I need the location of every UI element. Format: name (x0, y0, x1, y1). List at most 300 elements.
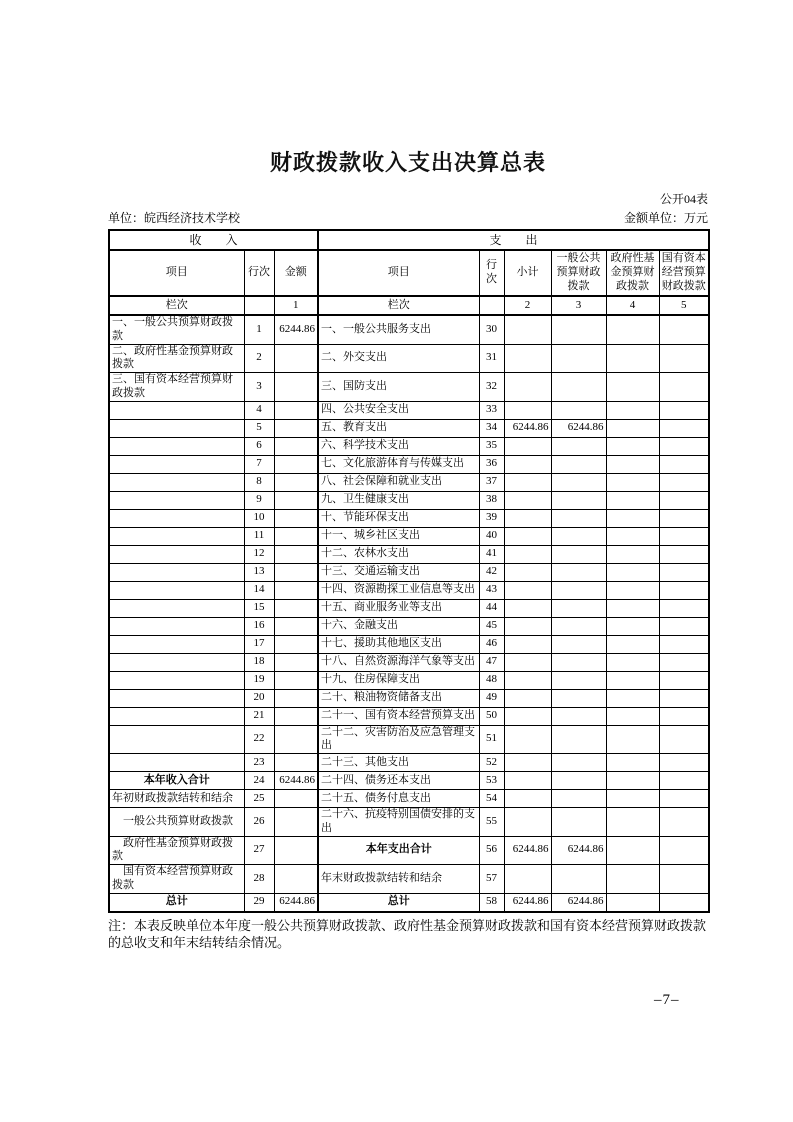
column-header-row (109, 250, 709, 296)
expense-item-cell: 十七、援助其他地区支出 (318, 635, 479, 653)
income-amount-cell (274, 671, 318, 689)
table-row (109, 419, 709, 437)
income-line-cell: 14 (244, 581, 274, 599)
income-line-cell: 7 (244, 455, 274, 473)
income-amount-cell (274, 790, 318, 808)
expense-col-num-2: 2 (504, 296, 551, 315)
expense-gov-fund-cell (606, 315, 659, 344)
expense-subtotal-cell: 6244.86 (504, 836, 551, 865)
income-item-cell (109, 401, 244, 419)
income-item-cell (109, 437, 244, 455)
income-line-cell: 11 (244, 527, 274, 545)
expense-general-budget-cell (551, 725, 606, 754)
expense-gov-fund-cell (606, 599, 659, 617)
expense-state-capital-cell (659, 509, 709, 527)
expense-subtotal-cell (504, 617, 551, 635)
expense-line-cell: 34 (479, 419, 504, 437)
expense-line-cell: 42 (479, 563, 504, 581)
income-line-cell: 6 (244, 437, 274, 455)
income-item-header: 项目 (109, 250, 244, 296)
expense-general-budget-cell (551, 865, 606, 894)
expense-gov-fund-cell (606, 545, 659, 563)
expense-state-capital-cell (659, 581, 709, 599)
table-row (109, 725, 709, 754)
expense-line-cell: 41 (479, 545, 504, 563)
expense-gov-fund-cell (606, 865, 659, 894)
expense-gov-fund-cell (606, 772, 659, 790)
income-line-cell: 18 (244, 653, 274, 671)
income-amount-cell (274, 527, 318, 545)
income-line-cell: 13 (244, 563, 274, 581)
expense-gov-fund-cell (606, 473, 659, 491)
expense-col-num-3: 3 (551, 296, 606, 315)
expense-item-cell: 十四、资源勘探工业信息等支出 (318, 581, 479, 599)
income-line-cell: 24 (244, 772, 274, 790)
expense-general-budget-cell (551, 635, 606, 653)
expense-state-capital-cell (659, 808, 709, 837)
expense-gov-fund-cell (606, 373, 659, 402)
expense-line-cell: 51 (479, 725, 504, 754)
table-row (109, 653, 709, 671)
income-item-cell: 本年收入合计 (109, 772, 244, 790)
expense-subtotal-header: 小计 (504, 250, 551, 296)
expense-gov-fund-cell (606, 581, 659, 599)
expense-gov-fund-cell (606, 437, 659, 455)
income-item-cell (109, 653, 244, 671)
expense-general-budget-cell (551, 772, 606, 790)
income-item-cell (109, 455, 244, 473)
income-line-cell: 2 (244, 344, 274, 373)
income-line-cell: 22 (244, 725, 274, 754)
table-row (109, 772, 709, 790)
expense-item-cell: 二十二、灾害防治及应急管理支出 (318, 725, 479, 754)
expense-general-budget-cell: 6244.86 (551, 893, 606, 912)
expense-gov-fund-cell (606, 893, 659, 912)
table-row (109, 437, 709, 455)
income-amount-cell: 6244.86 (274, 893, 318, 912)
expense-subtotal-cell (504, 373, 551, 402)
income-line-cell: 4 (244, 401, 274, 419)
table-row (109, 893, 709, 912)
table-row (109, 808, 709, 837)
footnote: 注：本表反映单位本年度一般公共预算财政拨款、政府性基金预算财政拨款和国有资本经营预算财政拨款的总收支和年末结转结余情况。 (108, 917, 707, 951)
expense-state-capital-cell (659, 373, 709, 402)
expense-general-budget-cell (551, 437, 606, 455)
expense-state-capital-cell (659, 671, 709, 689)
expense-line-cell: 54 (479, 790, 504, 808)
expense-state-capital-cell (659, 772, 709, 790)
expense-item-cell: 一、一般公共服务支出 (318, 315, 479, 344)
income-item-cell (109, 509, 244, 527)
table-row (109, 545, 709, 563)
expense-item-cell: 十一、城乡社区支出 (318, 527, 479, 545)
table-row (109, 473, 709, 491)
expense-general-budget-cell (551, 617, 606, 635)
table-row (109, 527, 709, 545)
expense-line-cell: 48 (479, 671, 504, 689)
income-lanci-line (244, 296, 274, 315)
amount-unit-label: 金额单位：万元 (623, 211, 708, 225)
income-line-cell: 12 (244, 545, 274, 563)
income-item-cell (109, 563, 244, 581)
income-amount-cell (274, 725, 318, 754)
income-item-cell: 一、一般公共预算财政拨款 (109, 315, 244, 344)
expense-subtotal-cell (504, 725, 551, 754)
expense-general-budget-cell (551, 754, 606, 772)
expense-line-cell: 44 (479, 599, 504, 617)
income-amount-cell (274, 689, 318, 707)
expense-item-cell: 二十一、国有资本经营预算支出 (318, 707, 479, 725)
income-item-cell: 国有资本经营预算财政拨款 (109, 865, 244, 894)
expense-line-cell: 38 (479, 491, 504, 509)
expense-state-capital-cell (659, 635, 709, 653)
income-item-cell (109, 725, 244, 754)
expense-gov-fund-cell (606, 689, 659, 707)
expense-item-cell: 本年支出合计 (318, 836, 479, 865)
expense-item-cell: 三、国防支出 (318, 373, 479, 402)
expense-general-budget-cell (551, 689, 606, 707)
expense-general-budget-cell (551, 671, 606, 689)
expense-line-cell: 31 (479, 344, 504, 373)
income-item-cell: 政府性基金预算财政拨款 (109, 836, 244, 865)
expense-line-cell: 30 (479, 315, 504, 344)
income-col-num-1: 1 (274, 296, 318, 315)
expense-item-cell: 二十四、债务还本支出 (318, 772, 479, 790)
expense-subtotal-cell (504, 455, 551, 473)
income-item-cell: 总计 (109, 893, 244, 912)
expense-item-cell: 九、卫生健康支出 (318, 491, 479, 509)
expense-state-capital-cell (659, 344, 709, 373)
expense-general-budget-cell (551, 545, 606, 563)
expense-subtotal-cell (504, 563, 551, 581)
income-item-cell: 年初财政拨款结转和结余 (109, 790, 244, 808)
expense-item-cell: 二十五、债务付息支出 (318, 790, 479, 808)
income-amount-cell (274, 455, 318, 473)
expense-state-capital-cell (659, 527, 709, 545)
expense-subtotal-cell (504, 473, 551, 491)
expense-gov-fund-cell (606, 808, 659, 837)
expense-item-cell: 六、科学技术支出 (318, 437, 479, 455)
expense-general-budget-cell (551, 527, 606, 545)
table-row (109, 617, 709, 635)
expense-item-cell: 总计 (318, 893, 479, 912)
expense-state-capital-cell (659, 725, 709, 754)
expense-general-budget-cell (551, 599, 606, 617)
expense-line-cell: 36 (479, 455, 504, 473)
expense-general-budget-cell (551, 315, 606, 344)
expense-gov-fund-cell (606, 790, 659, 808)
section-header-row (109, 230, 709, 250)
income-line-header: 行次 (244, 250, 274, 296)
income-line-cell: 16 (244, 617, 274, 635)
expense-subtotal-cell (504, 707, 551, 725)
table-row (109, 836, 709, 865)
expense-general-budget-cell (551, 808, 606, 837)
expense-general-budget-cell (551, 509, 606, 527)
income-item-cell (109, 617, 244, 635)
expense-general-budget-cell (551, 653, 606, 671)
expense-subtotal-cell (504, 754, 551, 772)
expense-gov-fund-cell (606, 563, 659, 581)
expense-general-budget-cell (551, 491, 606, 509)
income-amount-cell (274, 635, 318, 653)
page-title: 财政拨款收入支出决算总表 (269, 150, 546, 175)
table-row (109, 754, 709, 772)
table-code: 公开04表 (659, 192, 708, 206)
expense-item-cell: 二十三、其他支出 (318, 754, 479, 772)
income-amount-cell (274, 344, 318, 373)
expense-line-header: 行次 (479, 250, 504, 296)
expense-line-cell: 32 (479, 373, 504, 402)
income-item-cell: 三、国有资本经营预算财政拨款 (109, 373, 244, 402)
income-amount-cell (274, 653, 318, 671)
income-line-cell: 8 (244, 473, 274, 491)
income-amount-cell (274, 373, 318, 402)
expense-item-header: 项目 (318, 250, 479, 296)
expense-line-cell: 33 (479, 401, 504, 419)
income-amount-cell (274, 707, 318, 725)
expense-section-header: 支 出 (318, 230, 709, 250)
expense-gov-fund-cell (606, 671, 659, 689)
expense-gov-fund-cell (606, 707, 659, 725)
fiscal-appropriation-table (108, 229, 710, 913)
expense-general-budget-cell (551, 401, 606, 419)
expense-subtotal-cell (504, 527, 551, 545)
table-row (109, 635, 709, 653)
income-amount-cell (274, 545, 318, 563)
expense-state-capital-cell (659, 653, 709, 671)
expense-state-capital-cell (659, 865, 709, 894)
expense-item-cell: 八、社会保障和就业支出 (318, 473, 479, 491)
table-row (109, 689, 709, 707)
expense-line-cell: 58 (479, 893, 504, 912)
expense-general-budget-cell (551, 790, 606, 808)
income-line-cell: 10 (244, 509, 274, 527)
expense-gov-fund-cell (606, 836, 659, 865)
expense-subtotal-cell (504, 689, 551, 707)
expense-subtotal-cell (504, 491, 551, 509)
income-item-cell: 一般公共预算财政拨款 (109, 808, 244, 837)
income-amount-cell: 6244.86 (274, 315, 318, 344)
table-row (109, 373, 709, 402)
income-lanci-label: 栏次 (109, 296, 244, 315)
income-amount-cell (274, 808, 318, 837)
income-amount-cell (274, 617, 318, 635)
income-line-cell: 9 (244, 491, 274, 509)
expense-state-capital-cell (659, 545, 709, 563)
expense-gov-fund-cell (606, 344, 659, 373)
table-row (109, 790, 709, 808)
expense-line-cell: 56 (479, 836, 504, 865)
expense-subtotal-cell (504, 581, 551, 599)
expense-item-cell: 十、节能环保支出 (318, 509, 479, 527)
expense-line-cell: 39 (479, 509, 504, 527)
expense-line-cell: 35 (479, 437, 504, 455)
expense-subtotal-cell (504, 653, 551, 671)
table-row (109, 315, 709, 344)
expense-line-cell: 47 (479, 653, 504, 671)
expense-general-budget-cell: 6244.86 (551, 836, 606, 865)
table-body (109, 315, 709, 912)
income-amount-cell (274, 754, 318, 772)
expense-item-cell: 十五、商业服务业等支出 (318, 599, 479, 617)
expense-line-cell: 40 (479, 527, 504, 545)
expense-line-cell: 43 (479, 581, 504, 599)
income-item-cell (109, 689, 244, 707)
expense-gov-fund-cell (606, 527, 659, 545)
expense-subtotal-cell (504, 671, 551, 689)
expense-gov-fund-cell (606, 617, 659, 635)
expense-general-budget-cell (551, 473, 606, 491)
expense-subtotal-cell: 6244.86 (504, 419, 551, 437)
expense-subtotal-cell (504, 599, 551, 617)
expense-subtotal-cell (504, 772, 551, 790)
expense-subtotal-cell (504, 401, 551, 419)
column-number-row (109, 296, 709, 315)
expense-gov-fund-cell (606, 754, 659, 772)
meta-row (108, 209, 708, 226)
expense-col-num-4: 4 (606, 296, 659, 315)
income-amount-cell (274, 419, 318, 437)
income-section-header: 收 入 (109, 230, 318, 250)
income-line-cell: 26 (244, 808, 274, 837)
expense-line-cell: 52 (479, 754, 504, 772)
expense-subtotal-cell (504, 808, 551, 837)
income-amount-cell (274, 563, 318, 581)
income-amount-cell (274, 491, 318, 509)
income-amount-cell (274, 509, 318, 527)
income-amount-cell (274, 401, 318, 419)
income-line-cell: 19 (244, 671, 274, 689)
income-item-cell (109, 419, 244, 437)
expense-item-cell: 七、文化旅游体育与传媒支出 (318, 455, 479, 473)
expense-state-capital-cell (659, 315, 709, 344)
expense-general-budget-cell (551, 581, 606, 599)
table-row (109, 401, 709, 419)
expense-state-capital-cell (659, 563, 709, 581)
table-row (109, 455, 709, 473)
income-item-cell: 二、政府性基金预算财政拨款 (109, 344, 244, 373)
income-amount-cell (274, 473, 318, 491)
expense-item-cell: 四、公共安全支出 (318, 401, 479, 419)
income-line-cell: 21 (244, 707, 274, 725)
table-row (109, 599, 709, 617)
income-line-cell: 27 (244, 836, 274, 865)
expense-subtotal-cell (504, 790, 551, 808)
expense-item-cell: 十九、住房保障支出 (318, 671, 479, 689)
expense-line-cell: 55 (479, 808, 504, 837)
expense-subtotal-cell (504, 344, 551, 373)
expense-state-capital-cell (659, 707, 709, 725)
expense-state-capital-cell (659, 599, 709, 617)
income-amount-cell (274, 836, 318, 865)
expense-general-budget-cell (551, 344, 606, 373)
expense-general-budget-cell (551, 373, 606, 402)
income-item-cell (109, 635, 244, 653)
expense-subtotal-cell (504, 315, 551, 344)
expense-state-capital-cell (659, 790, 709, 808)
expense-line-cell: 50 (479, 707, 504, 725)
expense-gov-fund-cell (606, 401, 659, 419)
expense-lanci-line (479, 296, 504, 315)
expense-state-capital-cell (659, 491, 709, 509)
expense-gov-fund-cell (606, 635, 659, 653)
expense-item-cell: 二十、粮油物资储备支出 (318, 689, 479, 707)
income-amount-cell (274, 599, 318, 617)
expense-state-capital-cell (659, 836, 709, 865)
income-line-cell: 28 (244, 865, 274, 894)
income-line-cell: 29 (244, 893, 274, 912)
expense-gov-fund-cell (606, 455, 659, 473)
expense-line-cell: 45 (479, 617, 504, 635)
expense-gov-fund-cell (606, 491, 659, 509)
expense-state-capital-cell (659, 437, 709, 455)
expense-state-capital-cell (659, 689, 709, 707)
expense-state-capital-cell (659, 893, 709, 912)
expense-gov-fund-cell (606, 509, 659, 527)
expense-gov-fund-header: 政府性基金预算财政拨款 (606, 250, 659, 296)
income-item-cell (109, 671, 244, 689)
expense-item-cell: 十六、金融支出 (318, 617, 479, 635)
expense-item-cell: 年末财政拨款结转和结余 (318, 865, 479, 894)
expense-subtotal-cell (504, 545, 551, 563)
table-row (109, 581, 709, 599)
expense-item-cell: 十八、自然资源海洋气象等支出 (318, 653, 479, 671)
expense-gov-fund-cell (606, 725, 659, 754)
income-item-cell (109, 754, 244, 772)
income-line-cell: 25 (244, 790, 274, 808)
content-area (108, 0, 708, 952)
income-line-cell: 3 (244, 373, 274, 402)
expense-item-cell: 二十六、抗疫特别国债安排的支出 (318, 808, 479, 837)
table-row (109, 563, 709, 581)
income-item-cell (109, 581, 244, 599)
expense-item-cell: 十二、农林水支出 (318, 545, 479, 563)
expense-gov-fund-cell (606, 419, 659, 437)
unit-label: 单位：皖西经济技术学校 (108, 211, 241, 225)
expense-state-capital-cell (659, 419, 709, 437)
income-amount-header: 金额 (274, 250, 318, 296)
income-amount-cell (274, 865, 318, 894)
income-amount-cell (274, 581, 318, 599)
table-row (109, 509, 709, 527)
expense-general-budget-header: 一般公共预算财政拨款 (551, 250, 606, 296)
expense-state-capital-cell (659, 754, 709, 772)
income-item-cell (109, 527, 244, 545)
income-line-cell: 5 (244, 419, 274, 437)
expense-subtotal-cell (504, 635, 551, 653)
income-amount-cell: 6244.86 (274, 772, 318, 790)
expense-gov-fund-cell (606, 653, 659, 671)
expense-line-cell: 53 (479, 772, 504, 790)
expense-line-cell: 57 (479, 865, 504, 894)
income-line-cell: 1 (244, 315, 274, 344)
expense-general-budget-cell: 6244.86 (551, 419, 606, 437)
table-row (109, 491, 709, 509)
income-line-cell: 23 (244, 754, 274, 772)
page-number: –7– (654, 992, 680, 1008)
income-item-cell (109, 473, 244, 491)
expense-item-cell: 五、教育支出 (318, 419, 479, 437)
expense-subtotal-cell (504, 509, 551, 527)
expense-item-cell: 二、外交支出 (318, 344, 479, 373)
expense-general-budget-cell (551, 455, 606, 473)
expense-line-cell: 37 (479, 473, 504, 491)
table-row (109, 865, 709, 894)
income-amount-cell (274, 437, 318, 455)
expense-subtotal-cell: 6244.86 (504, 893, 551, 912)
table-row (109, 671, 709, 689)
